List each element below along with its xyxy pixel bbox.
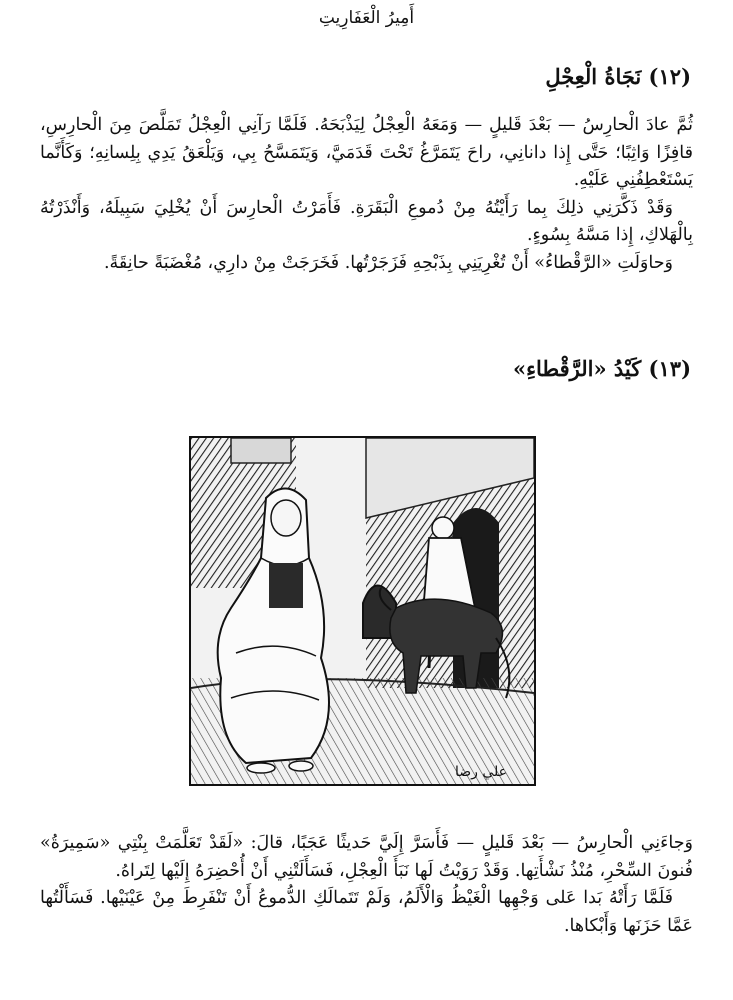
section-13-body: [40, 830, 693, 940]
artist-signature: علي رضا: [454, 764, 508, 780]
paragraph: وَحاوَلَتِ «الرَّقْطاءُ» أَنْ تُغْرِيَنِي بِذَبْحِهِ فَزَجَرْتُها. فَخَرَجَتْ مِنْ دارِي، مُغْضَبَةً حانِقَةً.: [103, 252, 673, 273]
section-13-title: (١٣) كَيْدُ «الرَّقْطاءِ»: [512, 356, 691, 381]
section-12-body: [40, 112, 693, 277]
paragraph: ثُمَّ عادَ الْحارِسُ — بَعْدَ قَليلٍ — وَمَعَهُ الْعِجْلُ لِيَذْبَحَهُ. فَلَمَّا رَآنِي الْعِجْلُ تَمَلَّصَ مِنَ الْحارِسِ، قافِزًا وَاثِبًا؛ حَتَّى إِذا دانانِي، راحَ يَتَمَرَّغُ تَحْتَ قَدَمَيَّ، وَيَتَمَسَّحُ بِي، وَيَلْعَقُ يَدِي بِلِسانِهِ؛ وَكَأَنَّما يَسْتَعْطِفُنِي عَلَيْهِ.: [40, 115, 693, 190]
paragraph: وَقَدْ ذَكَّرَنِي ذلِكَ بِما رَأَيْتُهُ مِنْ دُموعِ الْبَقَرَةِ. فَأَمَرْتُ الْحارِسَ أَنْ يُخْلِيَ سَبِيلَهُ، وَأَنْذَرْتُهُ بِالْهَلاكِ، إِذا مَسَّهُ بِسُوءٍ.: [40, 197, 693, 245]
illustration-drawing: [191, 438, 534, 784]
paragraph: فَلَمَّا رَأَتْهُ بَدا عَلى وَجْهِها الْغَيْظُ وَالْأَلَمُ، وَلَمْ تَتَمالَكِ الدُّموعُ أَنْ تَنْفَرِطَ مِنْ عَيْنَيْها. فَسَأَلْتُها عَمَّا حَزَنَها وَأَبْكاها.: [40, 888, 693, 936]
paragraph: وَجاءَنِي الْحارِسُ — بَعْدَ قَليلٍ — فَأَسَرَّ إِلَيَّ حَديثًا عَجَبًا، قالَ: «لَقَدْ تَعَلَّمَتْ بِنْتِي «سَمِيرَةُ» فُنونَ السِّحْرِ، مُنْذُ نَشْأَتِها. وَقَدْ رَوَيْتُ لَها نَبَأَ الْعِجْلِ، فَسَأَلَتْنِي أَنْ أُحْضِرَهُ إِلَيْها لِتَراهُ.: [40, 833, 693, 881]
section-12-title: (١٢) نَجَاةُ الْعِجْلِ: [545, 64, 691, 89]
running-header: أَمِيرُ الْعَفَارِيتِ: [318, 8, 415, 28]
illustration: [189, 436, 536, 786]
